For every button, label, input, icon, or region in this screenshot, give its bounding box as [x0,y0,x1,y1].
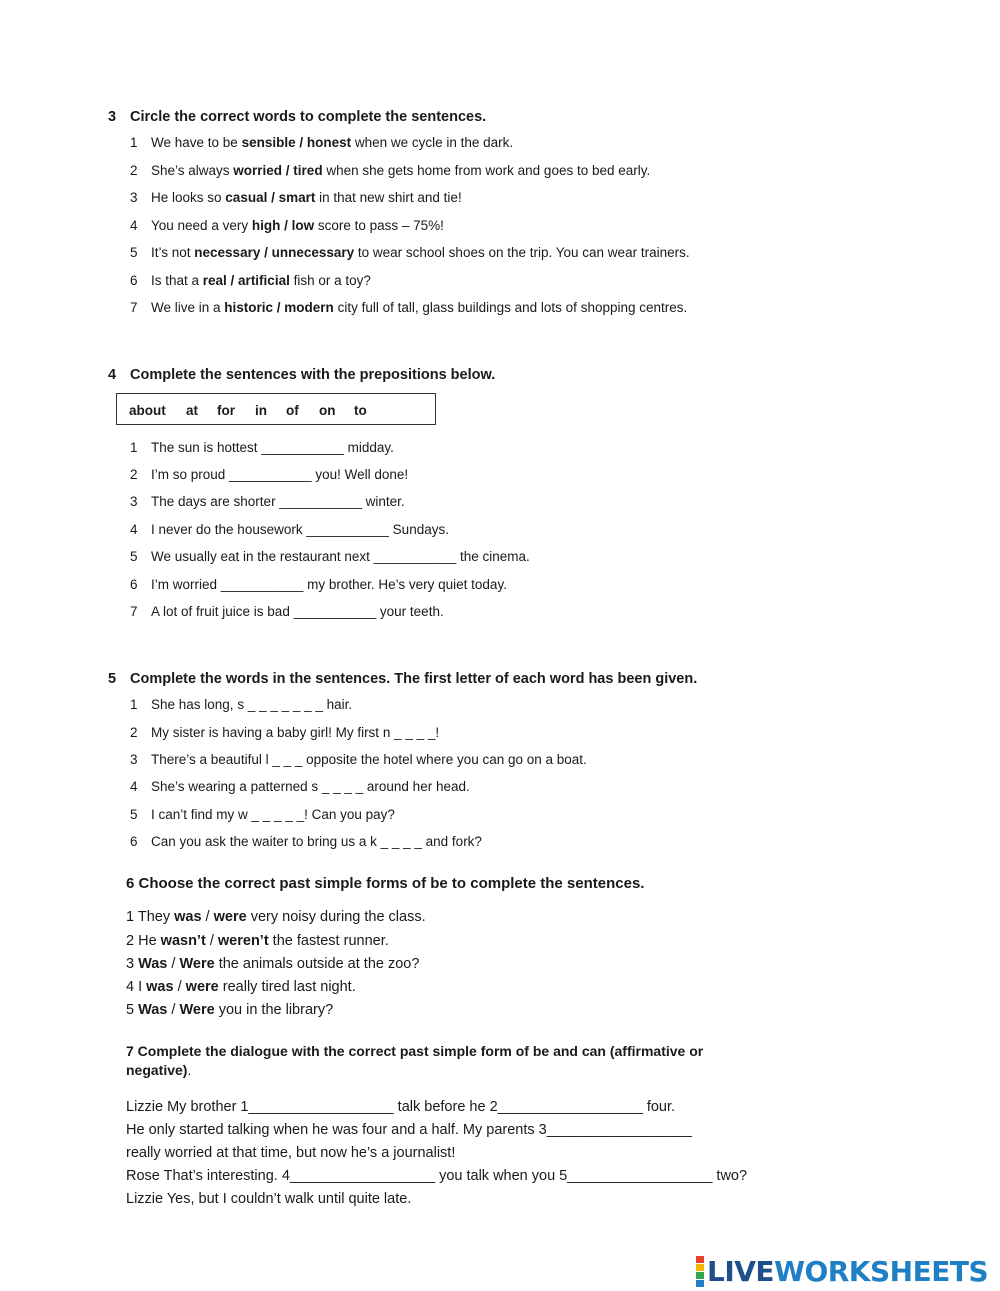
item-text: in that new shirt and tie! [315,190,462,205]
item-text: the animals outside at the zoo? [214,956,420,972]
item-text: My sister is having a baby girl! My first n _ _ _ _! [151,725,440,740]
dialogue-line[interactable]: Rose That’s interesting. 4__________________ you talk when you 5__________________ two? [126,1168,748,1184]
item-choice[interactable]: Were [179,1002,215,1018]
item-text: We usually eat in the restaurant next ___________ the cinema. [151,549,530,564]
item-separator: / [167,1002,180,1018]
item-choice[interactable]: Was [138,1002,168,1018]
item-text: fish or a toy? [289,273,371,288]
section-6-item [126,979,356,995]
item-text: We have to be [151,135,242,150]
section-3-item [130,218,444,233]
item-separator: / [167,956,180,972]
item-text: I’m so proud ___________ you! Well done! [151,467,409,482]
section-3-item [130,300,687,315]
item-choice[interactable]: Were [179,956,215,972]
item-text: A lot of fruit juice is bad ___________ your teeth. [151,604,444,619]
item-choice[interactable]: were [213,909,247,925]
item-text: The days are shorter ___________ winter. [151,494,405,509]
section-4-item[interactable] [130,467,408,482]
item-text: She’s wearing a patterned s _ _ _ _ around her head. [151,779,470,794]
section-4-item[interactable] [130,522,449,537]
item-number: 7 [130,604,138,619]
item-text: I can’t find my w _ _ _ _ _! Can you pay? [151,807,395,822]
item-text: 4 I [126,979,147,995]
item-text: you in the library? [214,1002,334,1018]
item-separator: / [173,979,186,995]
word-box-item: of [286,403,299,418]
preposition-word-box [116,393,436,425]
item-number: 3 [130,494,138,509]
item-number: 7 [130,300,138,315]
section-7-title-line2: negative). [126,1062,192,1078]
item-text: 2 He [126,933,161,949]
item-number: 6 [130,577,138,592]
section-3-title: 3 Circle the correct words to complete the sentences. [108,109,487,125]
section-5-title: 5 Complete the words in the sentences. The first letter of each word has been given. [108,671,698,687]
section-3-item [130,245,690,260]
item-choice[interactable]: Was [138,956,168,972]
item-text: score to pass – 75%! [314,218,444,233]
item-text: I’m worried ___________ my brother. He’s very quiet today. [151,577,507,592]
item-choice[interactable]: high / low [251,218,315,233]
liveworksheets-logo [696,1253,988,1289]
dialogue-line[interactable]: Lizzie My brother 1__________________ talk before he 2__________________ four. [126,1099,676,1115]
item-text: The sun is hottest ___________ midday. [151,440,394,455]
section-6-title: 6 Choose the correct past simple forms of be to complete the sentences. [126,875,645,892]
logo-squares-icon [696,1256,704,1287]
item-choice[interactable]: was [146,979,174,995]
item-number: 2 [130,163,138,178]
item-text: We live in a [151,300,225,315]
section-3-item [130,163,650,178]
item-number: 1 [130,697,138,712]
item-number: 5 [130,245,138,260]
item-text: There’s a beautiful l _ _ _ opposite the hotel where you can go on a boat. [151,752,587,767]
item-choice[interactable]: wasn’t [160,933,206,949]
item-choice[interactable]: were [185,979,219,995]
item-number: 5 [130,549,138,564]
item-number: 4 [130,218,138,233]
section-4-item[interactable] [130,440,394,455]
section-4-item[interactable] [130,577,507,592]
section-4-item[interactable] [130,494,405,509]
section-6-item [126,933,389,949]
item-number: 4 [130,522,138,537]
logo-text: LIVEWORKSHEETS [707,1254,989,1288]
section-4-title: 4 Complete the sentences with the prepositions below. [108,367,496,383]
item-separator: / [201,909,214,925]
section-5-item[interactable] [130,697,352,712]
item-number: 2 [130,725,138,740]
section-7-title-line1: 7 Complete the dialogue with the correct past simple form of be and can (affirmative or [126,1043,704,1059]
section-5-item[interactable] [130,807,395,822]
item-text: Can you ask the waiter to bring us a k _ _ _ _ and fork? [151,834,482,849]
section-4-item[interactable] [130,549,530,564]
section-3-item [130,135,513,150]
section-6-item [126,909,426,925]
word-box-item: at [186,403,199,418]
item-choice[interactable]: necessary / unnecessary [194,245,355,260]
item-choice[interactable]: worried / tired [233,163,323,178]
item-number: 3 [130,752,138,767]
word-box-item: in [255,403,267,418]
section-3-item [130,190,462,205]
item-number: 3 [130,190,138,205]
item-number: 2 [130,467,138,482]
item-text: city full of tall, glass buildings and lots of shopping centres. [333,300,688,315]
item-text: 3 [126,956,139,972]
item-number: 4 [130,779,138,794]
item-choice[interactable]: sensible / honest [241,135,352,150]
word-box-item: about [129,403,166,418]
section-6-item [126,956,419,972]
item-choice[interactable]: casual / smart [225,190,316,205]
item-text: very noisy during the class. [246,909,426,925]
item-text: She has long, s _ _ _ _ _ _ _ hair. [151,697,353,712]
section-5-item[interactable] [130,834,482,849]
item-text: She’s always [151,163,234,178]
item-text: You need a very [151,218,252,233]
item-text: 1 They [126,909,175,925]
item-text: Is that a [151,273,203,288]
item-text: when she gets home from work and goes to bed early. [322,163,651,178]
dialogue-line[interactable]: He only started talking when he was four and a half. My parents 3__________________ [126,1122,692,1138]
item-choice[interactable]: was [174,909,202,925]
item-text: really tired last night. [218,979,356,995]
item-number: 1 [130,135,138,150]
item-choice[interactable]: historic / modern [224,300,334,315]
item-text: to wear school shoes on the trip. You can wear trainers. [354,245,690,260]
section-4-item[interactable] [130,604,444,619]
item-text: 5 [126,1002,139,1018]
item-number: 6 [130,834,138,849]
item-number: 5 [130,807,138,822]
section-5-item[interactable] [130,779,470,794]
item-number: 6 [130,273,138,288]
section-3-item [130,273,371,288]
word-box-item: on [319,403,336,418]
item-text: the fastest runner. [268,933,389,949]
section-5-item[interactable] [130,725,439,740]
dialogue-line[interactable]: really worried at that time, but now he’s a journalist! [126,1145,456,1161]
item-text: I never do the housework ___________ Sundays. [151,522,449,537]
item-choice[interactable]: weren’t [217,933,269,949]
section-5-item[interactable] [130,752,587,767]
dialogue-line[interactable]: Lizzie Yes, but I couldn’t walk until quite late. [126,1191,412,1207]
word-box-item: to [354,403,367,418]
item-number: 1 [130,440,138,455]
item-choice[interactable]: real / artificial [202,273,290,288]
word-box-item: for [217,403,235,418]
item-separator: / [205,933,218,949]
item-text: It’s not [151,245,195,260]
item-text: when we cycle in the dark. [351,135,514,150]
item-text: He looks so [151,190,226,205]
section-6-item [126,1002,333,1018]
